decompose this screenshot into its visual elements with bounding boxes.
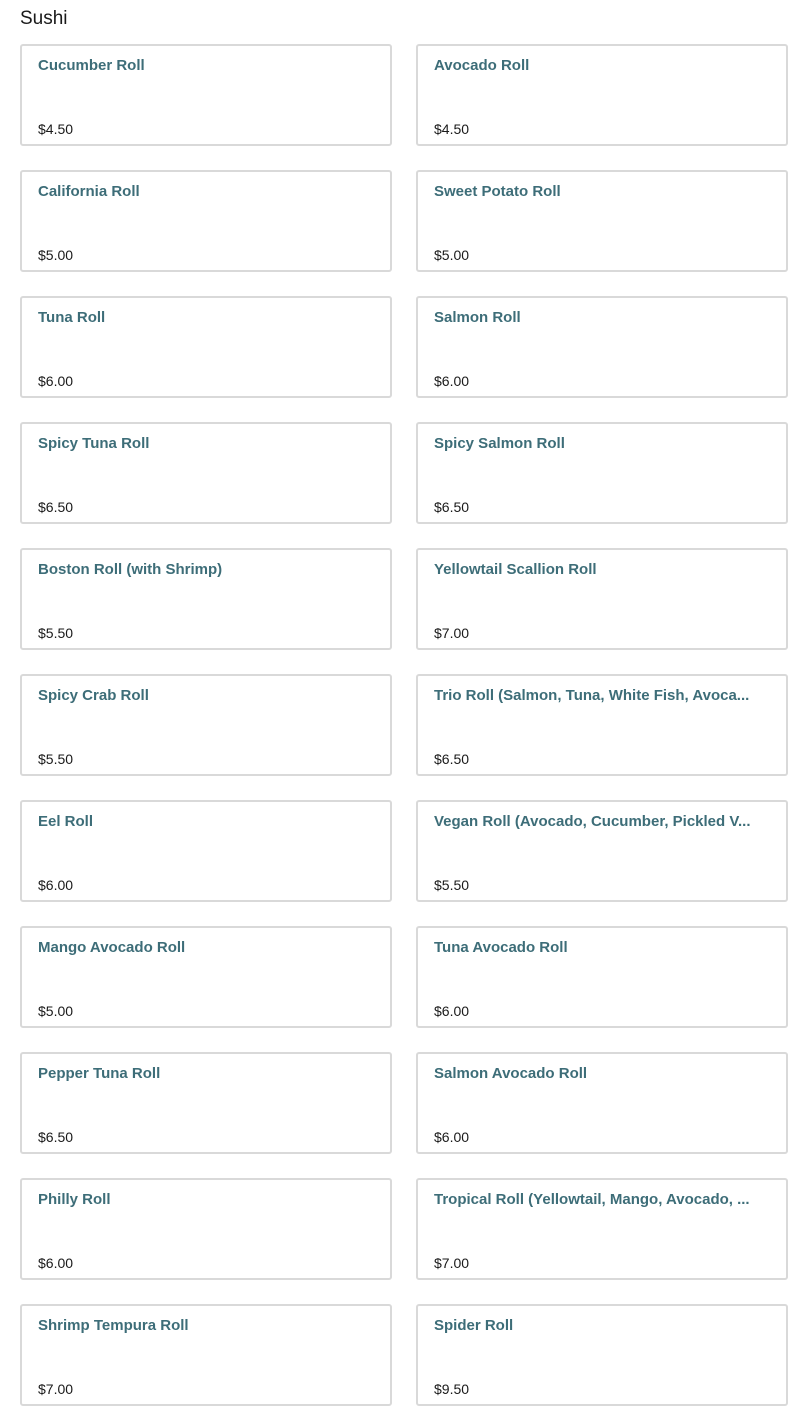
menu-item-price: $6.00	[434, 1129, 470, 1145]
menu-item-card[interactable]	[416, 170, 788, 272]
menu-item-price: $6.00	[38, 1255, 74, 1271]
menu-item-name: Cucumber Roll	[38, 57, 145, 74]
menu-item-price: $4.50	[38, 121, 74, 137]
menu-item-price: $6.50	[38, 1129, 74, 1145]
menu-item-card[interactable]	[20, 548, 392, 650]
menu-item-price: $6.50	[38, 499, 74, 515]
menu-item-name: Boston Roll (with Shrimp)	[38, 561, 223, 578]
menu-item-price: $6.50	[434, 751, 470, 767]
menu-item-card[interactable]	[416, 1178, 788, 1280]
menu-item-card[interactable]	[416, 548, 788, 650]
menu-item-name: Salmon Roll	[434, 309, 521, 326]
menu-item-price: $5.50	[38, 751, 74, 767]
menu-item-price: $5.00	[38, 247, 74, 263]
menu-item-name: Tuna Avocado Roll	[434, 939, 568, 956]
menu-item-card[interactable]	[416, 1052, 788, 1154]
menu-item-name: Avocado Roll	[434, 57, 530, 74]
menu-item-name: Spider Roll	[434, 1317, 514, 1334]
menu-item-card[interactable]	[20, 1304, 392, 1406]
menu-item-card[interactable]	[20, 674, 392, 776]
menu-item-price: $7.00	[434, 1255, 470, 1271]
menu-item-card[interactable]	[416, 422, 788, 524]
menu-item-price: $6.00	[434, 373, 470, 389]
menu-item-card[interactable]	[20, 1052, 392, 1154]
menu-items-grid	[20, 44, 788, 1406]
menu-item-card[interactable]	[20, 422, 392, 524]
menu-item-price: $6.00	[38, 373, 74, 389]
menu-item-card[interactable]	[20, 800, 392, 902]
menu-item-name: Salmon Avocado Roll	[434, 1065, 588, 1082]
menu-item-name: Tropical Roll (Yellowtail, Mango, Avocado, ...	[434, 1191, 750, 1208]
menu-item-name: Shrimp Tempura Roll	[38, 1317, 189, 1334]
menu-item-price: $5.50	[38, 625, 74, 641]
menu-item-name: Vegan Roll (Avocado, Cucumber, Pickled V...	[434, 813, 751, 830]
menu-item-card[interactable]	[416, 674, 788, 776]
menu-item-card[interactable]	[20, 170, 392, 272]
menu-item-card[interactable]	[20, 926, 392, 1028]
menu-item-card[interactable]	[416, 1304, 788, 1406]
menu-item-name: Philly Roll	[38, 1191, 111, 1208]
menu-item-price: $6.00	[434, 1003, 470, 1019]
menu-item-price: $5.00	[38, 1003, 74, 1019]
menu-item-name: Yellowtail Scallion Roll	[434, 561, 597, 578]
menu-item-price: $6.00	[38, 877, 74, 893]
menu-item-name: Pepper Tuna Roll	[38, 1065, 161, 1082]
menu-item-card[interactable]	[416, 44, 788, 146]
menu-item-name: Eel Roll	[38, 813, 94, 830]
menu-item-name: Spicy Tuna Roll	[38, 435, 150, 452]
menu-item-price: $9.50	[434, 1381, 470, 1397]
section-title: Sushi	[20, 8, 68, 29]
menu-item-name: Sweet Potato Roll	[434, 183, 561, 200]
menu-item-name: Tuna Roll	[38, 309, 106, 326]
menu-item-card[interactable]	[20, 1178, 392, 1280]
menu-item-card[interactable]	[416, 926, 788, 1028]
menu-item-name: Mango Avocado Roll	[38, 939, 186, 956]
menu-item-price: $6.50	[434, 499, 470, 515]
menu-item-price: $4.50	[434, 121, 470, 137]
menu-item-name: Spicy Crab Roll	[38, 687, 149, 704]
menu-item-card[interactable]	[416, 800, 788, 902]
menu-item-price: $5.50	[434, 877, 470, 893]
menu-item-card[interactable]	[20, 44, 392, 146]
menu-item-price: $5.00	[434, 247, 470, 263]
menu-item-card[interactable]	[416, 296, 788, 398]
menu-item-price: $7.00	[38, 1381, 74, 1397]
menu-item-name: Trio Roll (Salmon, Tuna, White Fish, Avoca...	[434, 687, 750, 704]
menu-item-name: California Roll	[38, 183, 140, 200]
menu-item-price: $7.00	[434, 625, 470, 641]
menu-item-name: Spicy Salmon Roll	[434, 435, 565, 452]
menu-item-card[interactable]	[20, 296, 392, 398]
